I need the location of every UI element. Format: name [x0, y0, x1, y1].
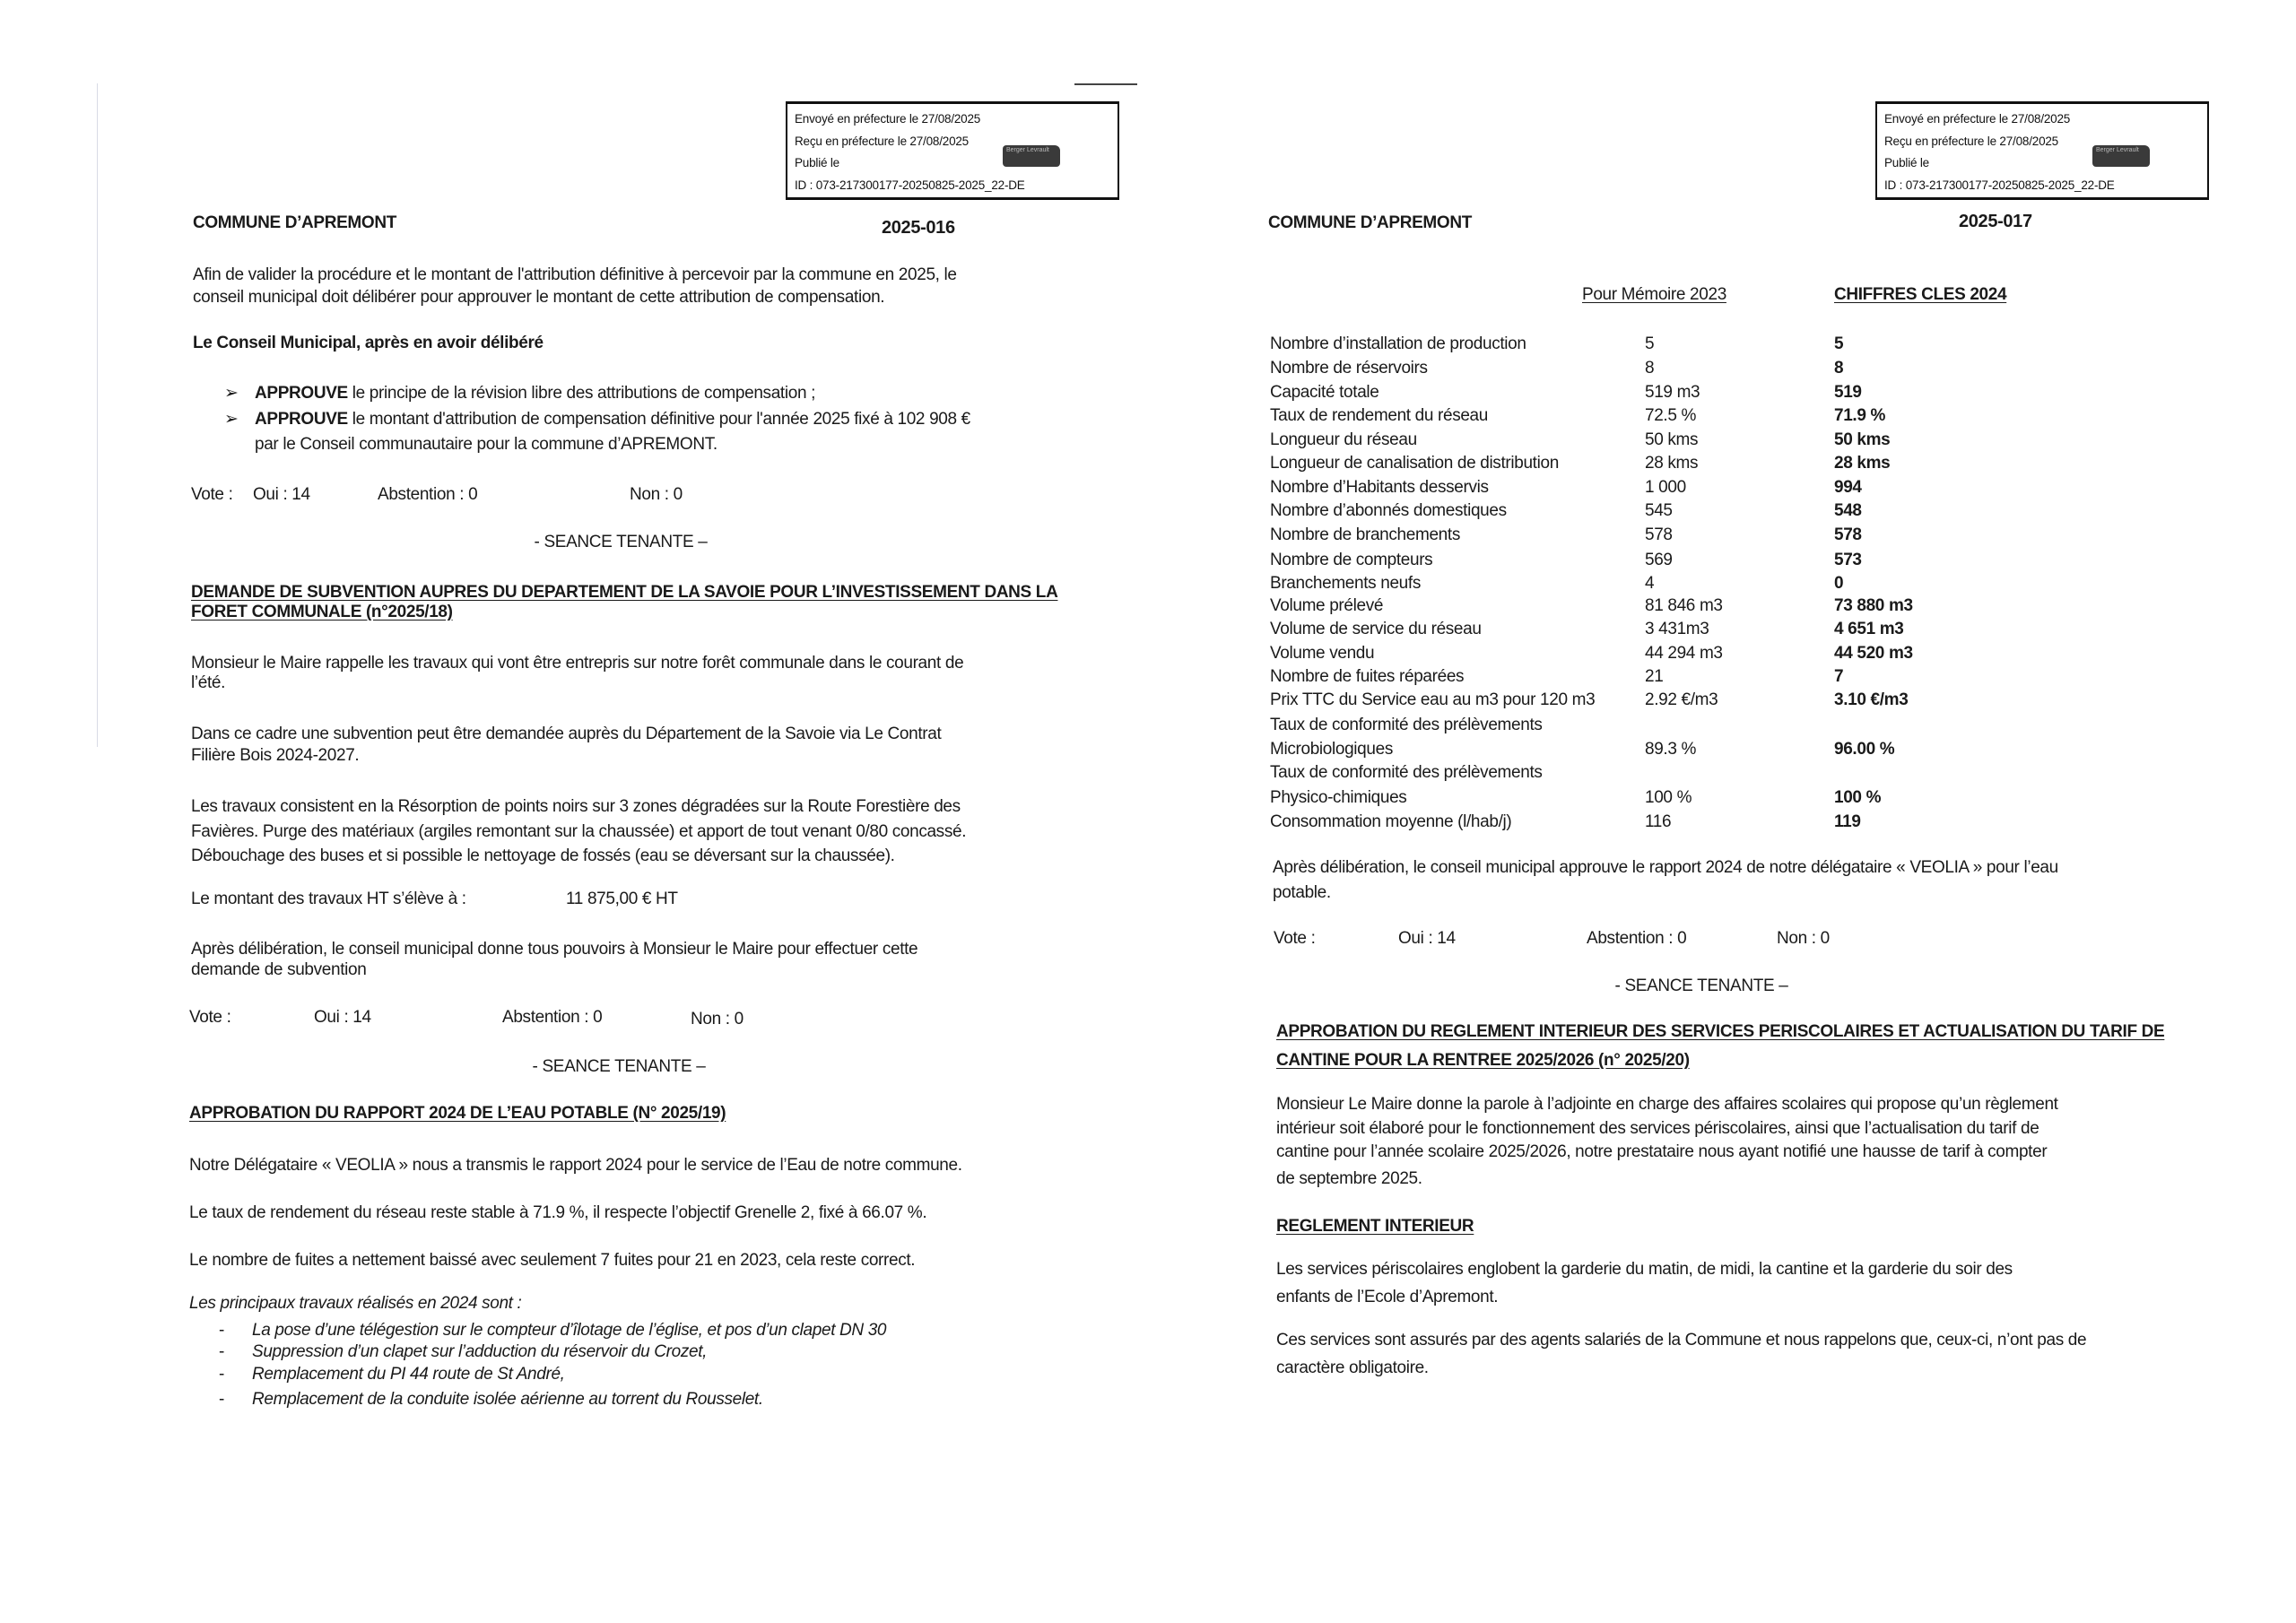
- berger-levrault-logo-icon: Berger Levrault: [1003, 145, 1060, 167]
- table-row-label: Nombre de réservoirs: [1270, 359, 1428, 378]
- table-row-label: Prix TTC du Service eau au m3 pour 120 m3: [1270, 690, 1596, 709]
- works-item: Remplacement de la conduite isolée aérienne au torrent du Rousselet.: [252, 1390, 763, 1409]
- paragraph-line: de septembre 2025.: [1276, 1169, 1422, 1188]
- approval-bullet: APPROUVE le montant d'attribution de compensation définitive pour l'année 2025 fixé à 102 908 €: [255, 410, 970, 429]
- deliberation-number: 2025-017: [1959, 212, 2032, 231]
- paragraph-line: Favières. Purge des matériaux (argiles remontant sur la chaussée) et apport de tout venant 0/80 concassé.: [191, 822, 967, 841]
- stamp-received: Reçu en préfecture le 27/08/2025: [1884, 135, 2058, 148]
- table-row-label: Consommation moyenne (l/hab/j): [1270, 812, 1512, 831]
- paragraph-line: l’été.: [191, 673, 226, 692]
- approval-bullet: APPROUVE le principe de la révision libre des attributions de compensation ;: [255, 384, 816, 403]
- vote-oui: Oui : 14: [1398, 929, 1456, 948]
- table-cell-2023: 569: [1645, 551, 1673, 569]
- paragraph-line: Notre Délégataire « VEOLIA » nous a transmis le rapport 2024 pour le service de l’Eau de notre commune.: [189, 1156, 962, 1175]
- paragraph-line: Les travaux consistent en la Résorption de points noirs sur 3 zones dégradées sur la Route Forestière des: [191, 797, 961, 816]
- table-cell-2024: 548: [1834, 501, 1862, 520]
- section-heading: APPROBATION DU RAPPORT 2024 DE L’EAU POTABLE (N° 2025/19): [189, 1104, 726, 1123]
- table-cell-2024: 4 651 m3: [1834, 620, 1904, 638]
- table-cell-2024: 44 520 m3: [1834, 644, 1913, 663]
- table-cell-2023: 89.3 %: [1645, 740, 1697, 759]
- table-cell-2023: 519 m3: [1645, 383, 1700, 402]
- table-row-label: Nombre de compteurs: [1270, 551, 1433, 569]
- amount-label: Le montant des travaux HT s’élève à :: [191, 890, 466, 908]
- table-cell-2024: 5: [1834, 334, 1844, 353]
- seance-tenante: - SEANCE TENANTE –: [532, 1057, 706, 1076]
- table-cell-2023: 578: [1645, 525, 1673, 544]
- paragraph-line: Débouchage des buses et si possible le nettoyage de fossés (eau se déversant sur la chaussée).: [191, 846, 895, 865]
- vote-non: Non : 0: [691, 1010, 744, 1028]
- paragraph-line: Les services périscolaires englobent la garderie du matin, de midi, la cantine et la garderie du soir des: [1276, 1260, 2013, 1279]
- prefecture-stamp: [786, 101, 1119, 200]
- section-heading: APPROBATION DU REGLEMENT INTERIEUR DES SERVICES PERISCOLAIRES ET ACTUALISATION DU TARIF DE: [1276, 1022, 2165, 1041]
- vote-oui: Oui : 14: [314, 1008, 371, 1027]
- paragraph-line: Monsieur Le Maire donne la parole à l’adjointe en charge des affaires scolaires qui propose qu’un règlement: [1276, 1095, 2058, 1114]
- bullet-continuation: par le Conseil communautaire pour la commune d’APREMONT.: [255, 435, 718, 454]
- margin-line: [97, 83, 98, 747]
- section-heading: FORET COMMUNALE (n°2025/18): [191, 603, 453, 621]
- works-item: Suppression d’un clapet sur l’adduction du réservoir du Crozet,: [252, 1342, 708, 1361]
- table-cell-2024: 119: [1834, 812, 1861, 831]
- paragraph-line: potable.: [1273, 883, 1331, 902]
- stamp-published: Publié le: [795, 156, 839, 169]
- table-row-label: Longueur de canalisation de distribution: [1270, 454, 1559, 473]
- paragraph-line: cantine pour l’année scolaire 2025/2026, notre prestataire nous ayant notifié une hausse de tarif à compter: [1276, 1142, 2048, 1161]
- paragraph-line: Dans ce cadre une subvention peut être demandée auprès du Département de la Savoie via Le Contrat: [191, 725, 942, 743]
- table-row-label: Nombre d’installation de production: [1270, 334, 1526, 353]
- paragraph-line: enfants de l’Ecole d’Apremont.: [1276, 1288, 1499, 1306]
- scan-mark: [1074, 83, 1137, 85]
- table-cell-2023: 3 431m3: [1645, 620, 1709, 638]
- table-cell-2023: 100 %: [1645, 788, 1692, 807]
- table-cell-2024: 71.9 %: [1834, 406, 1886, 425]
- table-row-label: Microbiologiques: [1270, 740, 1393, 759]
- subheading: REGLEMENT INTERIEUR: [1276, 1217, 1474, 1236]
- table-cell-2023: 8: [1645, 359, 1655, 378]
- stamp-sent: Envoyé en préfecture le 27/08/2025: [1884, 112, 2071, 126]
- table-row-label: Taux de rendement du réseau: [1270, 406, 1488, 425]
- paragraph-line: caractère obligatoire.: [1276, 1358, 1429, 1377]
- table-cell-2023: 72.5 %: [1645, 406, 1697, 425]
- table-row-label: Nombre d’abonnés domestiques: [1270, 501, 1507, 520]
- section-heading: DEMANDE DE SUBVENTION AUPRES DU DEPARTEMENT DE LA SAVOIE POUR L’INVESTISSEMENT DANS LA: [191, 583, 1058, 602]
- paragraph-line: Le taux de rendement du réseau reste stable à 71.9 %, il respecte l’objectif Grenelle 2, fixé à 66.07 %.: [189, 1203, 927, 1222]
- table-cell-2024: 7: [1834, 667, 1844, 686]
- table-row-label: Nombre de branchements: [1270, 525, 1460, 544]
- table-cell-2023: 21: [1645, 667, 1664, 686]
- table-header-2024: CHIFFRES CLES 2024: [1834, 285, 2007, 304]
- works-item: Remplacement du PI 44 route de St André,: [252, 1365, 565, 1384]
- dash-bullet-icon: -: [219, 1390, 224, 1409]
- amount-value: 11 875,00 € HT: [566, 890, 678, 908]
- paragraph-line: Ces services sont assurés par des agents salariés de la Commune et nous rappelons que, ceux-ci, n’ont pas de: [1276, 1331, 2087, 1350]
- commune-title: COMMUNE D’APREMONT: [193, 213, 396, 232]
- table-row-label: Volume vendu: [1270, 644, 1375, 663]
- seance-tenante: - SEANCE TENANTE –: [534, 533, 708, 551]
- vote-abstention: Abstention : 0: [502, 1008, 603, 1027]
- table-cell-2024: 28 kms: [1834, 454, 1891, 473]
- table-cell-2024: 573: [1834, 551, 1862, 569]
- table-row-label: Volume de service du réseau: [1270, 620, 1482, 638]
- vote-abstention: Abstention : 0: [378, 485, 478, 504]
- commune-title: COMMUNE D’APREMONT: [1268, 213, 1472, 232]
- vote-label: Vote :: [191, 485, 233, 504]
- table-cell-2024: 100 %: [1834, 788, 1882, 807]
- table-cell-2024: 3.10 €/m3: [1834, 690, 1909, 709]
- vote-oui: Oui : 14: [253, 485, 310, 504]
- paragraph-line: Le nombre de fuites a nettement baissé avec seulement 7 fuites pour 21 en 2023, cela reste correct.: [189, 1251, 916, 1270]
- seance-tenante: - SEANCE TENANTE –: [1614, 976, 1788, 995]
- table-cell-2024: 994: [1834, 478, 1862, 497]
- paragraph-line: Après délibération, le conseil municipal donne tous pouvoirs à Monsieur le Maire pour effectuer cette: [191, 940, 918, 959]
- vote-non: Non : 0: [630, 485, 683, 504]
- works-item: La pose d’une télégestion sur le compteur d’îlotage de l’église, et pos d’un clapet DN 30: [252, 1321, 887, 1340]
- table-cell-2024: 0: [1834, 574, 1844, 593]
- intro-line: Afin de valider la procédure et le montant de l'attribution définitive à percevoir par la commune en 2025, le: [193, 265, 957, 284]
- vote-label: Vote :: [189, 1008, 231, 1027]
- table-cell-2023: 545: [1645, 501, 1673, 520]
- table-header-2023: Pour Mémoire 2023: [1582, 285, 1726, 304]
- dash-bullet-icon: -: [219, 1342, 224, 1361]
- stamp-id: ID : 073-217300177-20250825-2025_22-DE: [1884, 178, 2115, 192]
- berger-levrault-logo-icon: Berger Levrault: [2092, 145, 2150, 167]
- table-cell-2023: 5: [1645, 334, 1655, 353]
- vote-label: Vote :: [1274, 929, 1316, 948]
- paragraph-line: demande de subvention: [191, 960, 367, 979]
- bullet-arrow-icon: ➢: [224, 384, 239, 403]
- table-row-label: Physico-chimiques: [1270, 788, 1407, 807]
- stamp-published: Publié le: [1884, 156, 1929, 169]
- paragraph-line: Monsieur le Maire rappelle les travaux qui vont être entrepris sur notre forêt communale dans le courant de: [191, 654, 964, 673]
- deliberation-number: 2025-016: [882, 218, 955, 238]
- stamp-received: Reçu en préfecture le 27/08/2025: [795, 135, 969, 148]
- table-row-label: Longueur du réseau: [1270, 430, 1417, 449]
- table-cell-2023: 2.92 €/m3: [1645, 690, 1718, 709]
- table-cell-2024: 578: [1834, 525, 1862, 544]
- table-cell-2023: 1 000: [1645, 478, 1686, 497]
- dash-bullet-icon: -: [219, 1365, 224, 1384]
- intro-line: conseil municipal doit délibérer pour approuver le montant de cette attribution de compensation.: [193, 288, 885, 307]
- table-cell-2024: 96.00 %: [1834, 740, 1895, 759]
- table-cell-2023: 50 kms: [1645, 430, 1699, 449]
- table-row-label: Volume prélevé: [1270, 596, 1384, 615]
- works-intro: Les principaux travaux réalisés en 2024 sont :: [189, 1294, 522, 1313]
- table-row-label: Branchements neufs: [1270, 574, 1421, 593]
- table-row-label: Nombre d’Habitants desservis: [1270, 478, 1489, 497]
- dash-bullet-icon: -: [219, 1321, 224, 1340]
- vote-non: Non : 0: [1777, 929, 1830, 948]
- table-cell-2023: 116: [1645, 812, 1672, 831]
- table-cell-2023: 44 294 m3: [1645, 644, 1723, 663]
- paragraph-line: intérieur soit élaboré pour le fonctionnement des services périscolaires, ainsi que l’actualisation du tarif de: [1276, 1119, 2039, 1138]
- paragraph-line: Après délibération, le conseil municipal approuve le rapport 2024 de notre délégataire « VEOLIA » pour l’eau: [1273, 858, 2058, 877]
- stamp-sent: Envoyé en préfecture le 27/08/2025: [795, 112, 981, 126]
- table-cell-2024: 8: [1834, 359, 1844, 378]
- table-cell-2023: 4: [1645, 574, 1655, 593]
- table-row-label: Nombre de fuites réparées: [1270, 667, 1465, 686]
- section-heading: CANTINE POUR LA RENTREE 2025/2026 (n° 2025/20): [1276, 1051, 1690, 1070]
- prefecture-stamp: [1875, 101, 2209, 200]
- vote-abstention: Abstention : 0: [1587, 929, 1687, 948]
- table-row-label: Capacité totale: [1270, 383, 1379, 402]
- table-cell-2024: 73 880 m3: [1834, 596, 1913, 615]
- table-row-label: Taux de conformité des prélèvements: [1270, 763, 1543, 782]
- table-cell-2024: 50 kms: [1834, 430, 1891, 449]
- paragraph-line: Filière Bois 2024-2027.: [191, 746, 360, 765]
- conseil-heading: Le Conseil Municipal, après en avoir délibéré: [193, 334, 544, 352]
- stamp-id: ID : 073-217300177-20250825-2025_22-DE: [795, 178, 1025, 192]
- bullet-arrow-icon: ➢: [224, 410, 239, 429]
- table-row-label: Taux de conformité des prélèvements: [1270, 716, 1543, 734]
- table-cell-2024: 519: [1834, 383, 1862, 402]
- table-cell-2023: 28 kms: [1645, 454, 1699, 473]
- table-cell-2023: 81 846 m3: [1645, 596, 1723, 615]
